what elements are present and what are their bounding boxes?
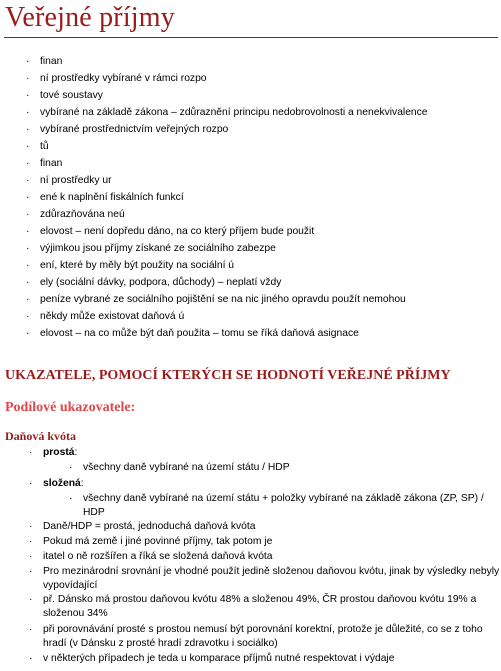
subsection-heading: Podílové ukazovatele: xyxy=(5,400,136,415)
list-item: · itatel o ně rozšířen a říká se složená daňová kvóta xyxy=(29,551,273,562)
list-item: · elovost – není dopředu dáno, na co který příjem bude použit xyxy=(26,226,315,237)
list-item: · Daně/HDP = prostá, jednoduchá daňová kvóta xyxy=(29,521,256,532)
list-item: · tové soustavy xyxy=(26,90,103,101)
list-item: · ní prostředky vybírané v rámci rozpo xyxy=(26,73,207,84)
list-item: · ely (sociální dávky, podpora, důchody) – neplatí vždy xyxy=(26,277,282,288)
list-item-slozena-detail: · všechny daně vybírané na území státu + položky vybírané na základě zákona (ZP, SP) / HDP xyxy=(69,493,484,518)
list-item: · vybírané na základě zákona – zdůraznění principu nedobrovolnosti a nenekvivalence xyxy=(26,107,428,118)
list-item: · Pokud má země i jiné povinné příjmy, tak potom je xyxy=(29,536,273,547)
list-item: · Pro mezinárodní srovnání je vhodné použít jedině složenou daňovou kvótu, jinak by výsledky nebyly vypovídající xyxy=(29,566,500,591)
list-item: · při porovnávání prosté s prostou nemusí být porovnání korektní, protože je důležité, co se z toho hradí (v Dánsku z prosté hradí zdravotku i sociálko) xyxy=(29,624,483,649)
list-item: · ení, které by měly být použity na sociální ú xyxy=(26,260,235,271)
list-item-prosta: · prostá: xyxy=(29,447,78,458)
list-item: · tů xyxy=(26,141,49,152)
list-item-slozena: · složená: xyxy=(29,478,84,489)
list-item: · zdůrazňována neú xyxy=(26,209,125,220)
list-item: · v některých případech je teda u komparace příjmů nutné respektovat i výdaje xyxy=(29,653,395,664)
list-item: · finan xyxy=(26,56,63,67)
list-item: · ené k naplnění fiskálních funkcí xyxy=(26,192,184,203)
list-item: · někdy může existovat daňová ú xyxy=(26,311,185,322)
list-item: · elovost – na co může být daň použita – tomu se říká daňová asignace xyxy=(26,328,359,339)
section-heading: UKAZATELE, POMOCÍ KTERÝCH SE HODNOTÍ VEŘEJNÉ PŘÍJMY xyxy=(5,368,451,383)
title-divider xyxy=(4,37,498,38)
list-item-prosta-detail: · všechny daně vybírané na území státu / HDP xyxy=(69,462,290,473)
list-item: · finan xyxy=(26,158,63,169)
list-item: · peníze vybrané ze sociálního pojištění se na nic jiného opravdu použít nemohou xyxy=(26,294,406,305)
list-item: · výjimkou jsou příjmy získané ze sociálního zabezpe xyxy=(26,243,276,254)
list-item: · ní prostředky ur xyxy=(26,175,112,186)
tax-quota-heading: Daňová kvóta xyxy=(5,429,77,443)
list-item: · vybírané prostřednictvím veřejných rozpo xyxy=(26,124,229,135)
list-item: · př. Dánsko má prostou daňovou kvótu 48% a složenou 49%, ČR prostou daňovou kvótu 19% a složenou 34% xyxy=(29,594,477,619)
page-title: Veřejné příjmy xyxy=(5,2,175,33)
